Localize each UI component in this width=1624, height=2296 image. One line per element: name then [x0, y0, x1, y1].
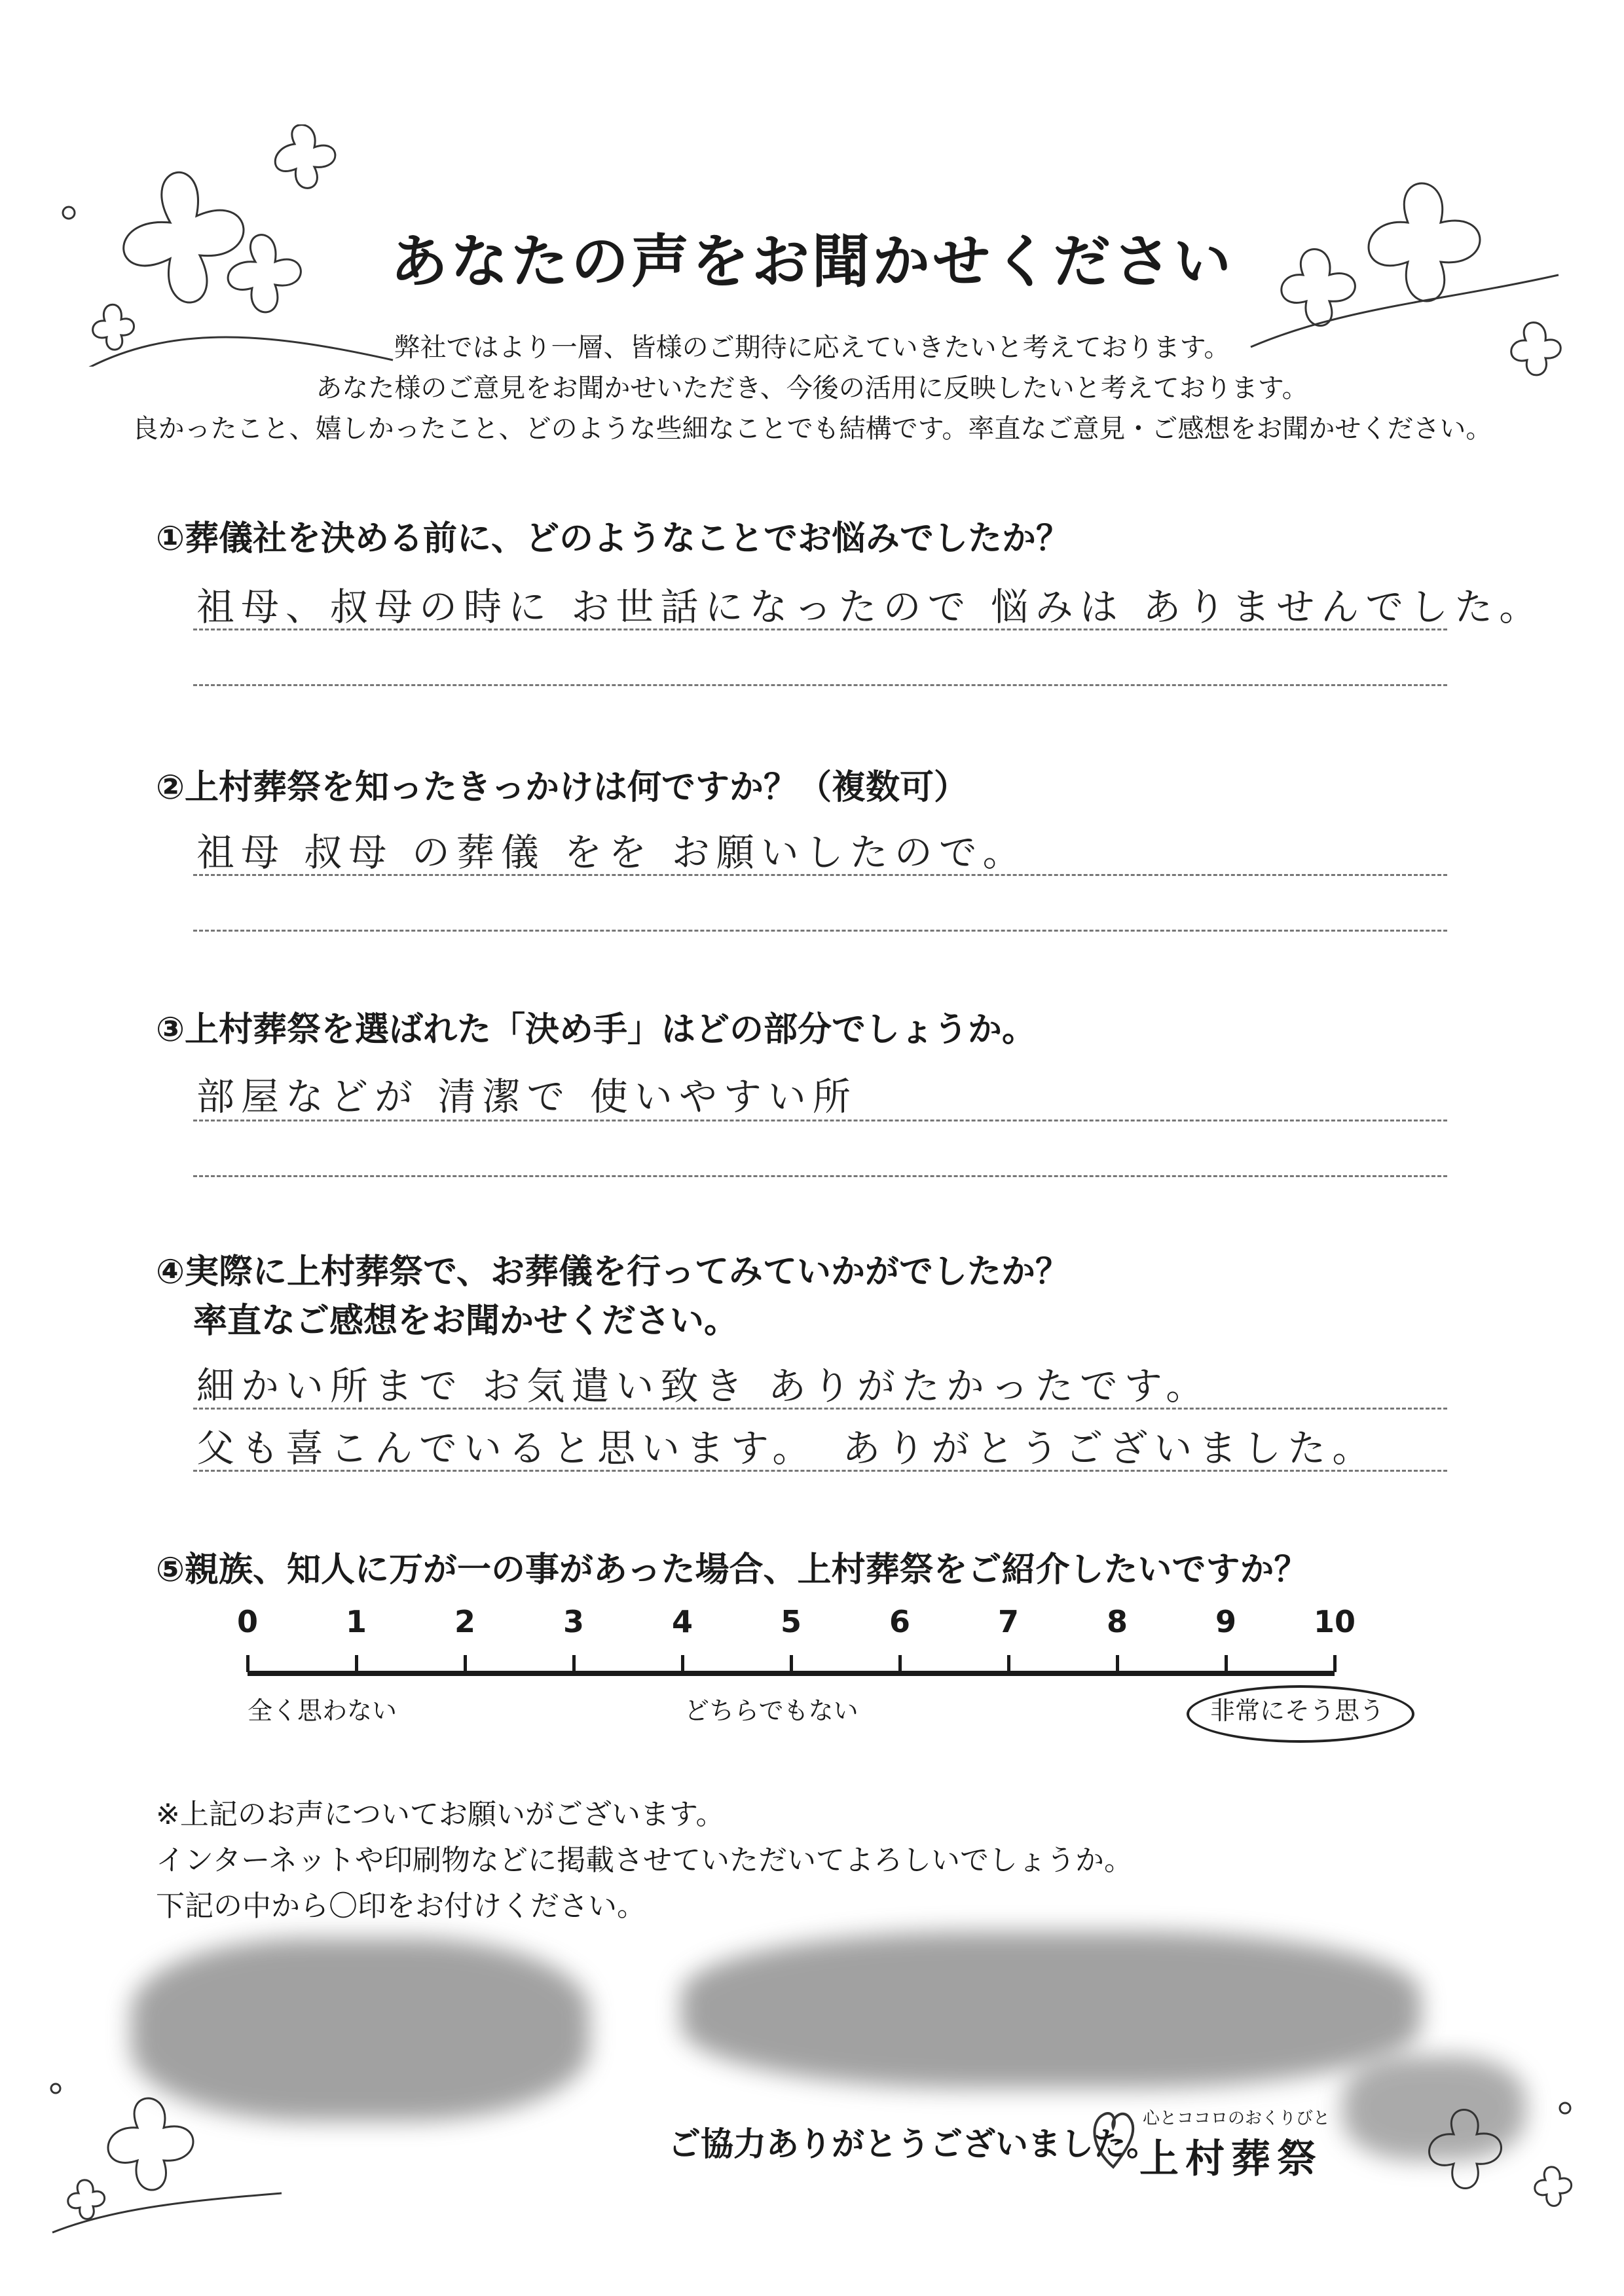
question-4-answer-line2: 父も喜こんでいると思います。 ありがとうございました。 [196, 1426, 1377, 1470]
question-4-label: ④実際に上村葬祭で、お葬儀を行ってみていかがでしたか？ [156, 1252, 1069, 1292]
scale-tick [246, 1655, 249, 1672]
question-1-answer: 祖母、叔母の時に お世話になったので 悩みは ありませんでした。 [196, 585, 1544, 629]
question-4-label-line2: 率直なご感想をお聞かせください。 [193, 1302, 739, 1341]
question-2-answer: 祖母 叔母 の葬儀 をを お願いしたので。 [196, 830, 1027, 875]
scale-tick-label: 10 [1313, 1604, 1356, 1639]
answer-line [193, 684, 1447, 686]
scale-tick-label: 9 [1215, 1604, 1237, 1639]
page-title: あなたの声をお聞かせください [390, 228, 1234, 295]
scale-label-mid: どちらでもない [684, 1696, 858, 1725]
scale-tick-label: 3 [563, 1604, 585, 1639]
note-line: インターネットや印刷物などに掲載させていただいてよろしいでしょうか。 [156, 1844, 1134, 1877]
answer-line [193, 629, 1447, 630]
scale-label-low: 全く思わない [248, 1696, 397, 1725]
answer-line [193, 1120, 1447, 1121]
scale-tick-label: 1 [345, 1604, 367, 1639]
scale-tick [1007, 1655, 1010, 1672]
note-line: 下記の中から〇印をお付けください。 [156, 1889, 646, 1923]
intro-text [98, 327, 1526, 449]
scale-tick-label: 6 [889, 1604, 911, 1639]
answer-line [193, 1175, 1447, 1177]
scale-tick [681, 1655, 684, 1672]
scale-tick-label: 4 [671, 1604, 693, 1639]
scale-tick [464, 1655, 467, 1672]
scale-tick [1225, 1655, 1228, 1672]
scale-tick-label: 5 [780, 1604, 802, 1639]
answer-line [193, 874, 1447, 876]
intro-line: 弊社ではより一層、皆様のご期待に応えていきたいと考えております。 [394, 333, 1230, 363]
question-1-label: ①葬儀社を決める前に、どのようなことでお悩みでしたか？ [156, 519, 1071, 558]
clover-decoration-bottom-left [39, 2062, 288, 2246]
scale-tick-label: 2 [454, 1604, 476, 1639]
scale-tick-label: 7 [997, 1604, 1020, 1639]
redacted-area [681, 1931, 1421, 2088]
thank-you-message: ご協力ありがとうございました。 [668, 2125, 1159, 2163]
scale-tick [572, 1655, 576, 1672]
intro-line: あなた様のご意見をお聞かせいただき、今後の活用に反映したいと考えております。 [316, 373, 1308, 403]
answer-line [193, 1470, 1447, 1472]
scale-tick [1116, 1655, 1119, 1672]
scale-label-high: 非常にそう思う [1210, 1696, 1385, 1725]
clover-decoration-bottom-right [1362, 2082, 1585, 2246]
scale-tick-label: 8 [1106, 1604, 1128, 1639]
answer-line [193, 930, 1447, 932]
selected-answer-circle [1187, 1685, 1414, 1743]
scale-tick [355, 1655, 358, 1672]
answer-line [193, 1408, 1447, 1410]
intro-line: 良かったこと、嬉しかったこと、どのような些細なことでも結構です。率直なご意見・ご感想をお聞かせください。 [132, 414, 1492, 444]
question-4-answer-line1: 細かい所まで お気遣い致き ありがたかったです。 [196, 1364, 1211, 1408]
question-3-label: ③上村葬祭を選ばれた「決め手」はどの部分でしょうか。 [156, 1010, 1037, 1049]
question-3-answer: 部屋などが 清潔で 使いやすい所 [196, 1074, 857, 1119]
scale-tick [790, 1655, 793, 1672]
scale-tick [898, 1655, 902, 1672]
note-line: ※上記のお声についてお願いがございます。 [156, 1798, 725, 1831]
question-2-label: ②上村葬祭を知ったきっかけは何ですか？（複数可） [156, 768, 969, 807]
question-5-label: ⑤親族、知人に万が一の事があった場合、上村葬祭をご紹介したいですか？ [156, 1550, 1308, 1590]
logo-name: 上村葬祭 [1139, 2136, 1323, 2182]
logo-tagline: 心とココロのおくりびと [1143, 2109, 1331, 2128]
scale-tick-label: 0 [236, 1604, 259, 1639]
scale-tick [1333, 1655, 1337, 1672]
heart-logo-icon [1087, 2102, 1139, 2174]
